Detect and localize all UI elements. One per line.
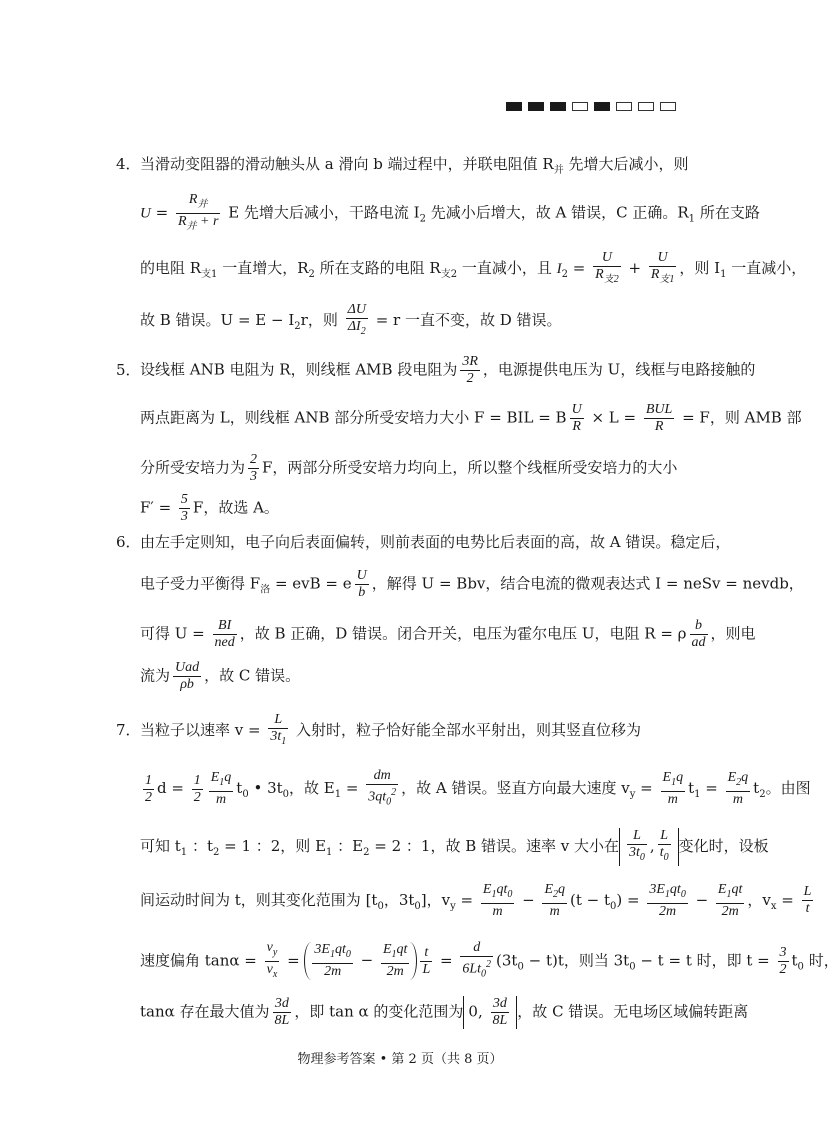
progress-mark <box>638 102 654 111</box>
q6-line-4: 流为 $\frac{\text{Uad}}{\rho b}$ ，故 C 错误。 <box>140 660 301 692</box>
q4-line-2: U = $\frac{R_并}{R_并 + r}$ E 先增大后减小，干路电流 $I_2$ 先减小后增大，故 A 错误，C 正确。$R_1$ 所在支路 <box>140 192 760 235</box>
page-progress-marks <box>506 102 676 111</box>
q7-line-1: 7．当粒子以速率 v = $\frac{L}{3t_1}$ 入射时，粒子恰好能全部水平射出，则其竖直位移为 <box>116 712 642 747</box>
progress-mark <box>506 102 522 111</box>
page-footer: 物理参考答案 • 第 2 页（共 8 页） <box>297 1052 503 1067</box>
progress-mark <box>528 102 544 111</box>
q5-line-4: F′ = $\frac{5}{3}$ F，故选 A。 <box>140 492 279 524</box>
q7-line-5: 速度偏角 tanα = $\frac{v_y}{v_x}$ = $\frac{3E_1qt_0}{2m}$ − $\frac{E_1qt}{2m}$ $\frac{t}{L}$ = $\frac{d}{6Lt_0^2}$ $(3t_0 - t)t$，则当 $3t_0 - t = t$ 时，即 t = $\frac{3}{2}$ $t_0$ 时， <box>140 940 839 980</box>
q7-line-3: 可知 $t_1$ ：$t_2 = 1$ ：2，则 $E_1$ ：$E_2 = 2$ ：1，故 B 错误。速率 v 大小在 $\frac{L}{3t_0}$ , $\frac{L}{t_0}$ 变化时，设板 <box>140 828 769 866</box>
q6-line-3: 可得 U = $\frac{BI}{\text{ned}}$ ，故 B 正确，D 错误。闭合开关，电压为霍尔电压 U，电阻 R = ρ $\frac{b}{ad}$ ，则电 <box>140 618 756 650</box>
q5-line-3: 分所受安培力为 $\frac{2}{3}$ F，两部分所受安培力均向上，所以整个线框所受安培力的大小 <box>140 452 678 484</box>
q7-line-4: 间运动时间为 t，则其变化范围为 [$t_0$，$3t_0$]，$v_y$ = $\frac{E_1qt_0}{m}$ − $\frac{E_2q}{m}$ $(t - t_0)$ = $\frac{3E_1qt_0}{2m}$ − $\frac{E_1qt}{2m}$ ，$v_x$ = $\frac{L}{t}$ <box>140 882 812 919</box>
progress-mark <box>594 102 610 111</box>
q6-line-1: 6．由左手定则知，电子向后表面偏转，则前表面的电势比后表面的高，故 A 错误。稳定后， <box>116 533 731 551</box>
q6-line-2: 电子受力平衡得 $F_洛$ = evB = e $\frac{U}{b}$ ，解得 U = Bbv，结合电流的微观表达式 I = neSv = nevdb， <box>140 568 804 600</box>
progress-mark <box>572 102 588 111</box>
q4-line-3: 的电阻 $R_{支1}$ 一直增大，$R_2$ 所在支路的电阻 $R_{支2}$ 一直减小，且 $I_2$ = $\frac{U}{R_{支2}}$ + $\frac{U}{R_{支1}}$ ，则 $I_1$ 一直减小， <box>140 250 807 285</box>
q7-line-6: tanα 存在最大值为 $\frac{3d}{8L}$ ，即 tan α 的变化范围为 0, $\frac{3d}{8L}$ ，故 C 错误。无电场区域偏转距离 <box>140 996 749 1028</box>
q5-line-1: 5．设线框 ANB 电阻为 R，则线框 AMB 段电阻为 $\frac{3R}{2}$ ，电源提供电压为 U，线框与电路接触的 <box>116 354 756 386</box>
progress-mark <box>616 102 632 111</box>
q4-line-4: 故 B 错误。$U = E - I_2r$，则 $\frac{\Delta U}{\Delta I_2}$ = r 一直不变，故 D 错误。 <box>140 302 562 337</box>
q5-line-2: 两点距离为 L，则线框 ANB 部分所受安培力大小 F = BIL = B $\frac{U}{R}$ × L = $\frac{\text{BUL}}{R}$ = F，则 AMB 部 <box>140 402 802 434</box>
fraction: $\frac{R_并}{R_并 + r}$ <box>177 192 219 232</box>
q7-line-2: $\frac{1}{2}$ d = $\frac{1}{2}$ $\frac{E_1q}{m}$ $t_0$ • $3t_0$，故 $E_1$ = $\frac{dm}{3qt_0^2}$ ，故 A 错误。竖直方向最大速度 $v_y$ = $\frac{E_1q}{m}$ $t_1$ = $\frac{E_2q}{m}$ $t_2$。由图 <box>145 768 811 808</box>
progress-mark <box>660 102 676 111</box>
progress-mark <box>550 102 566 111</box>
q4-line-1: 4．当滑动变阻器的滑动触头从 a 滑向 b 端过程中，并联电阻值 $R_并$ 先增大后减小，则 <box>116 155 689 176</box>
